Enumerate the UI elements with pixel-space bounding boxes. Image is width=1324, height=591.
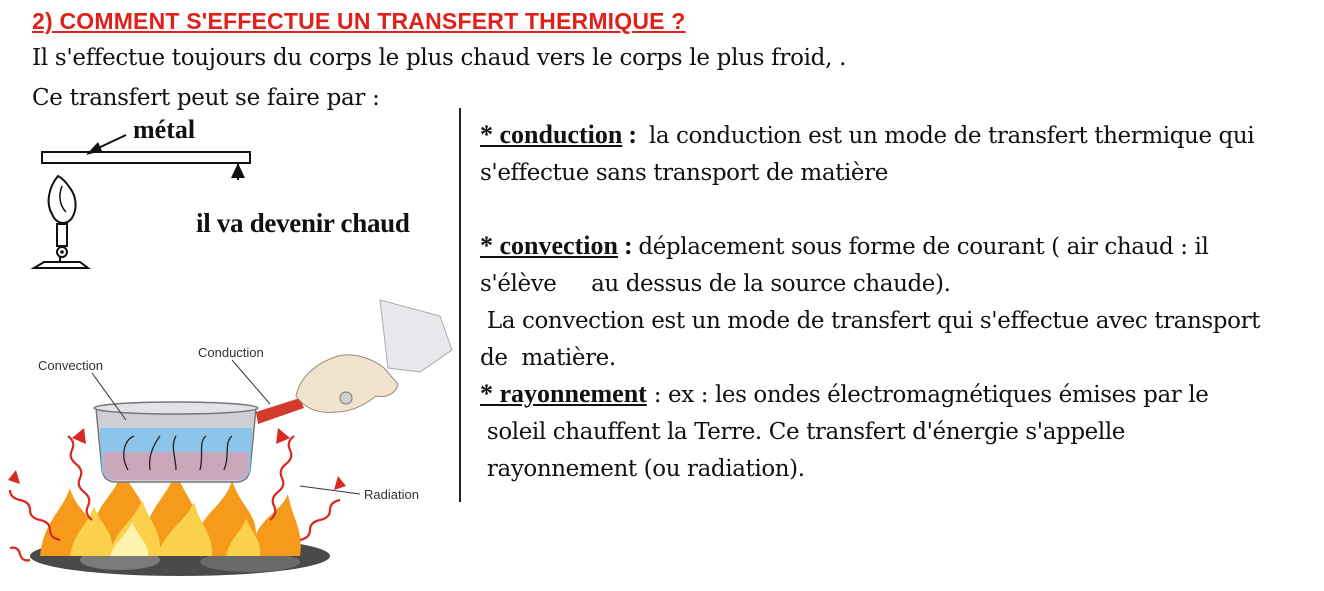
conduction-paragraph: * conduction : la conduction est un mode de transfert thermique qui s'effectue sans transport de matière [480, 120, 1255, 186]
hot-label: il va devenir chaud [196, 208, 410, 238]
intro-line-2: Ce transfert peut se faire par : [32, 85, 380, 111]
conduction-label: Conduction [198, 345, 264, 360]
rayonnement-keyword: * rayonnement [480, 379, 647, 408]
illustrations [0, 0, 460, 591]
intro-line-1: Il s'effectue toujours du corps le plus chaud vers le corps le plus froid, . [32, 45, 847, 71]
radiation-label: Radiation [364, 487, 419, 502]
metal-bar [42, 152, 250, 163]
section-heading: 2) COMMENT S'EFFECTUE UN TRANSFERT THERMIQUE ? [32, 8, 686, 34]
convection-keyword: * convection [480, 231, 618, 260]
metal-bar-figure [34, 135, 250, 268]
burner-base [34, 262, 88, 268]
pot-handle [256, 398, 304, 424]
conduction-keyword: * conduction [480, 120, 623, 149]
rayonnement-paragraph: * rayonnement : ex : les ondes électromagnétiques émises par le soleil chauffent la Terre. Ce transfert d'énergie s'appelle rayonnement (ou radiation). [480, 379, 1209, 482]
sleeve [380, 300, 452, 372]
convection-paragraph: * convection : déplacement sous forme de courant ( air chaud : il s'élève au dessus de la source chaude). La convection est un mode de transfert qui s'effectue avec transport de matière. [480, 231, 1261, 371]
convection-label: Convection [38, 358, 104, 373]
pot-figure [8, 300, 452, 576]
column-divider [459, 108, 461, 502]
flame-icon [49, 176, 76, 223]
arrow-up-icon [231, 163, 245, 178]
metal-label: métal [133, 115, 196, 144]
